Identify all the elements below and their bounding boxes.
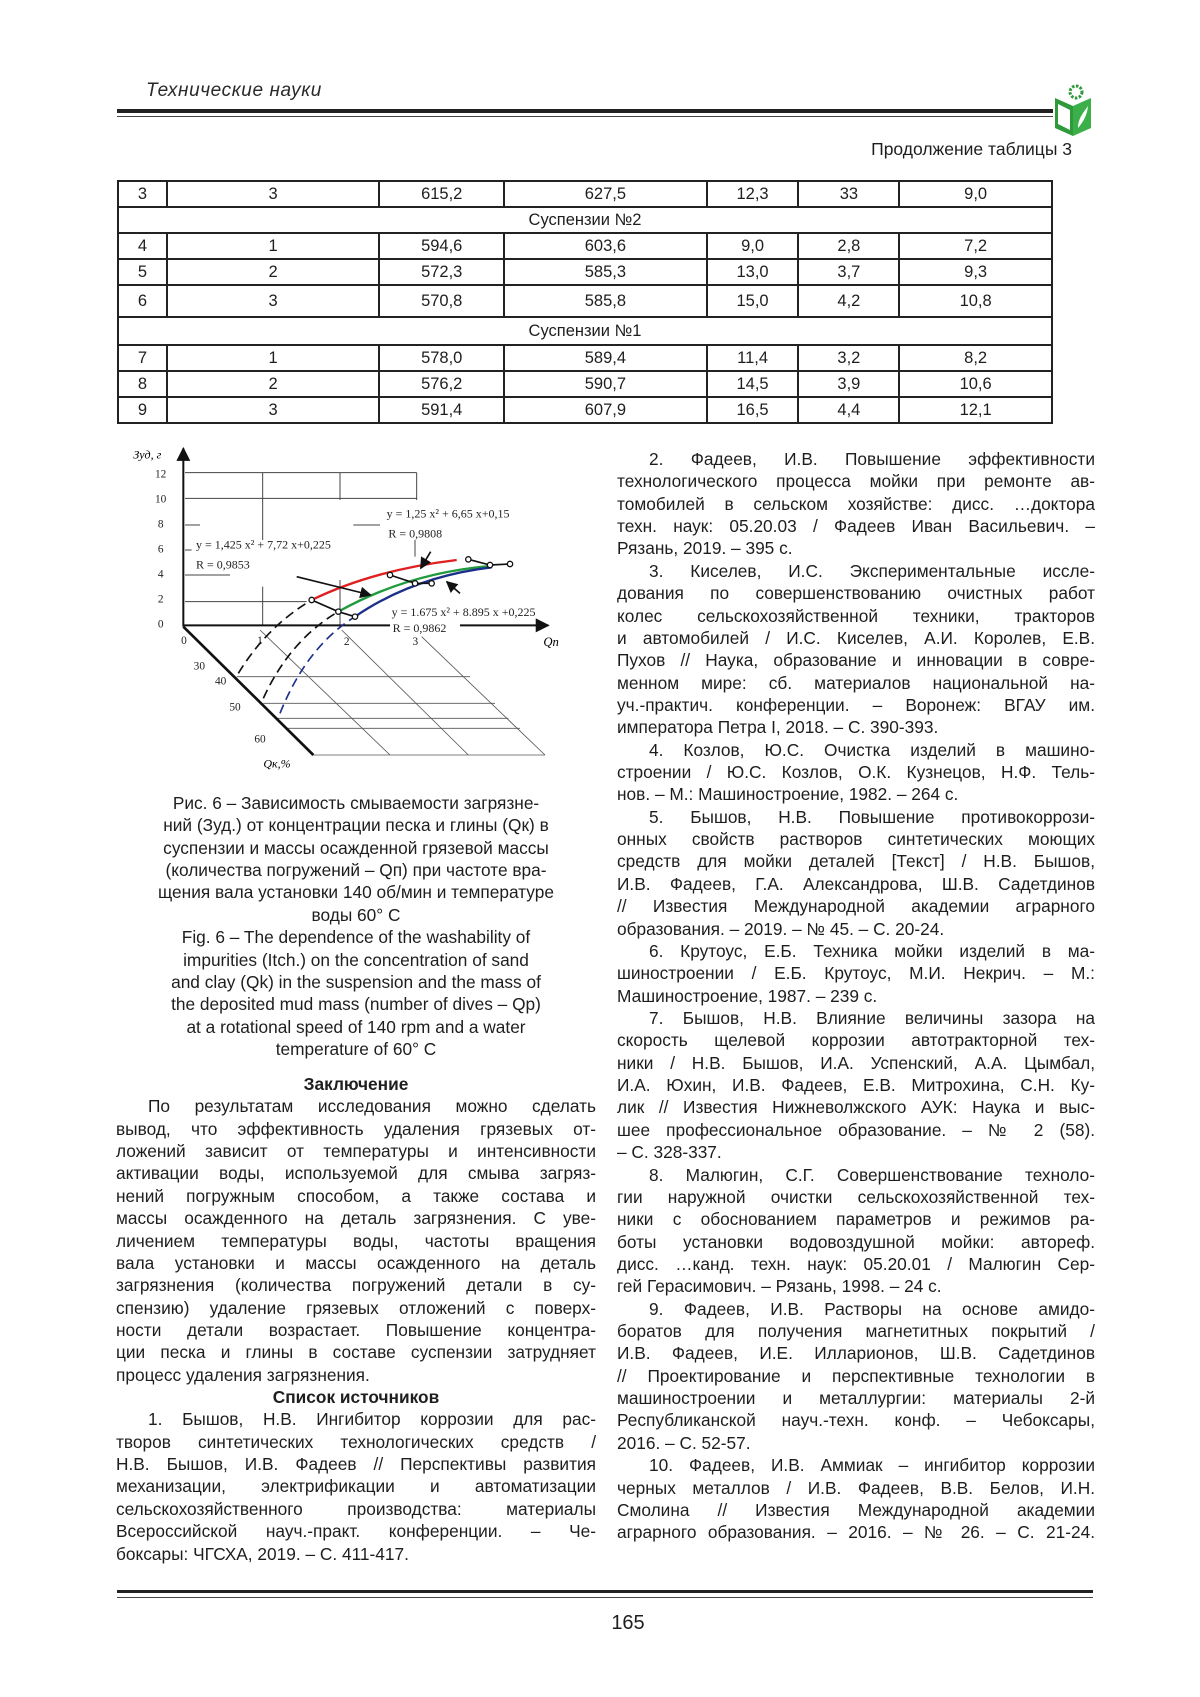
table-caption: Продолжение таблицы 3: [871, 139, 1072, 160]
table-cell: 3: [118, 181, 167, 207]
reference-line: 8. Малюгин, С.Г. Совершенствование техноло-: [617, 1164, 1095, 1186]
table-cell: 1: [167, 233, 379, 259]
reference-line: механизации, электрификации и автоматизации: [116, 1475, 596, 1497]
reference-line: 2016. – С. 52-57.: [617, 1432, 1095, 1454]
reference-line: Рязань, 2019. – 395 с.: [617, 537, 1095, 559]
table-cell: 1: [167, 345, 379, 371]
data-point: [336, 609, 341, 614]
paragraph-line: вала установки и массы осажденного на деталь: [116, 1252, 596, 1274]
reference-line: уч.-практич. конференции. – Воронеж: ВГАУ им.: [617, 694, 1095, 716]
caption-line: (количества погружений – Qп) при частоте вра-: [116, 859, 596, 881]
table-row: [118, 345, 1052, 371]
table-cell: 627,5: [504, 181, 707, 207]
table-cell: 2,8: [798, 233, 899, 259]
table-cell: 9: [118, 397, 167, 423]
y-axis-label: Зуд, г: [133, 447, 161, 461]
table-cell: 4: [118, 233, 167, 259]
annotation-arrow: [297, 577, 371, 595]
table-cell: 8: [118, 371, 167, 397]
x-tick-label: 0: [181, 635, 187, 647]
r-label: R = 0,9853: [196, 557, 250, 571]
reference-line: 1. Бышов, Н.В. Ингибитор коррозии для рас-: [116, 1408, 596, 1430]
paragraph-line: ности детали возрастает. Повышение концентра-: [116, 1319, 596, 1341]
annotation-arrow: [447, 582, 460, 594]
reference-line: колес сельскохозяйственной техники, тракторов: [617, 605, 1095, 627]
r-label: R = 0,9808: [388, 526, 442, 540]
table-cell: 10,6: [899, 371, 1052, 397]
x-axis-label: Qп: [543, 635, 558, 649]
table-cell: 2: [167, 371, 379, 397]
paragraph-line: массы осажденного на деталь загрязнения. С уве-: [116, 1207, 596, 1229]
reference-line: техн. наук: 05.20.03 / Фадеев Иван Васильевич. –: [617, 515, 1095, 537]
table-cell: 3,7: [798, 259, 899, 285]
x-tick-label: 3: [412, 636, 418, 648]
reference-line: онных свойств растворов синтетических моющих: [617, 828, 1095, 850]
right-column-references: [617, 448, 1095, 1544]
y-tick-label: 4: [158, 568, 164, 580]
paragraph-line: процесс удаления загрязнения.: [116, 1364, 596, 1386]
table-cell: 603,6: [504, 233, 707, 259]
book-gear-leaf-logo-icon: [1052, 84, 1094, 138]
paragraph-line: ложений зависит от температуры и интенсивности: [116, 1140, 596, 1162]
reference-line: гей Герасимович. – Рязань, 1998. – 24 с.: [617, 1275, 1095, 1297]
reference-line: сельскохозяйственного производства: материалы: [116, 1498, 596, 1520]
caption-line: at a rotational speed of 140 rpm and a water: [116, 1016, 596, 1038]
paragraph-line: ции песка и глины в составе суспензии затрудняет: [116, 1341, 596, 1363]
data-point: [309, 597, 314, 602]
table-cell: 3,2: [798, 345, 899, 371]
table-cell: 16,5: [707, 397, 799, 423]
reference-line: Смолина // Известия Международной академии: [617, 1499, 1095, 1521]
caption-line: the deposited mud mass (number of dives – Qp): [116, 993, 596, 1015]
reference-line: и автомобилей / И.С. Киселев, А.И. Королев, Е.В.: [617, 627, 1095, 649]
table-cell: 4,2: [798, 285, 899, 317]
paragraph-line: загрязнения (количества погружений детали в су-: [116, 1274, 596, 1296]
table-cell: 6: [118, 285, 167, 317]
reference-line: творов синтетических технологических средств /: [116, 1431, 596, 1453]
reference-line: // Проектирование и перспективные технологии в: [617, 1365, 1095, 1387]
table-cell: 578,0: [379, 345, 504, 371]
reference-line: машиностроении и металлургии: материалы 2-й: [617, 1387, 1095, 1409]
reference-line: образования. – 2019. – № 45. – С. 20-24.: [617, 918, 1095, 940]
table-cell: 14,5: [707, 371, 799, 397]
conclusion-heading: Заключение: [116, 1073, 596, 1095]
table-cell: 615,2: [379, 181, 504, 207]
table-row: [118, 371, 1052, 397]
figure-caption: [116, 792, 596, 1060]
table-cell: 9,3: [899, 259, 1052, 285]
table-row: [118, 259, 1052, 285]
reference-line: шиностроении / Е.Б. Крутоус, М.И. Некрич. – М.:: [617, 962, 1095, 984]
table-cell: 7,2: [899, 233, 1052, 259]
table-row: [118, 181, 1052, 207]
paragraph-line: вывод, что эффективность удаления грязевых от-: [116, 1118, 596, 1140]
reference-line: менном мире: сб. материалов национальной на-: [617, 672, 1095, 694]
reference-line: боксары: ЧГСХА, 2019. – С. 411-417.: [116, 1543, 596, 1565]
data-point: [387, 572, 392, 577]
paragraph-line: нений погружным способом, а также состава и: [116, 1185, 596, 1207]
data-point: [352, 614, 357, 619]
table-cell: 589,4: [504, 345, 707, 371]
table-cell: 13,0: [707, 259, 799, 285]
table-section-row: [118, 317, 1052, 345]
reference-line: черных металлов / И.В. Фадеев, В.В. Белов, И.Н.: [617, 1477, 1095, 1499]
table-cell: 4,4: [798, 397, 899, 423]
extrapolation-dashed-curve: [280, 617, 355, 714]
reference-line: 2. Фадеев, И.В. Повышение эффективности: [617, 448, 1095, 470]
y-tick-label: 8: [158, 518, 164, 530]
y-tick-label: 0: [158, 618, 164, 630]
reference-line: И.В. Фадеев, И.Е. Илларионов, Ш.В. Садетдинов: [617, 1342, 1095, 1364]
annotation-arrow: [421, 552, 431, 569]
table-section-row: [118, 207, 1052, 233]
table-cell: 15,0: [707, 285, 799, 317]
caption-line: щения вала установки 140 об/мин и температуре: [116, 881, 596, 903]
data-point: [429, 581, 434, 586]
reference-line: томобилей в сельском хозяйстве: дисс. …доктора: [617, 493, 1095, 515]
table-cell: 585,3: [504, 259, 707, 285]
section-title: Суспензии №1: [118, 317, 1052, 345]
reference-line: боты установки водовоздушной мойки: автореф.: [617, 1231, 1095, 1253]
equation-label: y = 1,25 x² + 6,65 x+0,15: [387, 506, 510, 520]
header-rule: [117, 109, 1053, 117]
reference-line: нов. – М.: Машиностроение, 1982. – 264 с.: [617, 783, 1095, 805]
table-cell: 7: [118, 345, 167, 371]
reference-line: 9. Фадеев, И.В. Растворы на основе амидо-: [617, 1298, 1095, 1320]
reference-line: Машиностроение, 1987. – 239 с.: [617, 985, 1095, 1007]
table-cell: 9,0: [899, 181, 1052, 207]
z-tick-label: 30: [194, 660, 206, 672]
z-tick-label: 40: [215, 675, 227, 687]
data-point: [507, 561, 512, 566]
table-cell: 3,9: [798, 371, 899, 397]
table-cell: 590,7: [504, 371, 707, 397]
paragraph-line: спензию) удаление грязевых отложений с поверх-: [116, 1297, 596, 1319]
z-tick-label: 60: [254, 734, 266, 746]
reference-line: дования по совершенствованию очистных работ: [617, 582, 1095, 604]
table-cell: 576,2: [379, 371, 504, 397]
caption-line: Fig. 6 – The dependence of the washability of: [116, 926, 596, 948]
reference-line: аграрного образования. – 2016. – № 26. – С. 21-24.: [617, 1521, 1095, 1543]
reference-line: 10. Фадеев, И.В. Аммиак – ингибитор коррозии: [617, 1454, 1095, 1476]
reference-line: технологического процесса мойки при ремонте ав-: [617, 470, 1095, 492]
equation-label: y = 1.675 x² + 8.895 x +0,225: [392, 605, 536, 619]
table-row: [118, 397, 1052, 423]
data-table: [117, 180, 1053, 424]
data-point: [412, 581, 417, 586]
x-tick-label: 1: [257, 635, 263, 647]
reference-line: 6. Крутоус, Е.Б. Техника мойки изделий в ма-: [617, 940, 1095, 962]
reference-line: И.В. Фадеев, Г.А. Александрова, Ш.В. Садетдинов: [617, 873, 1095, 895]
reference-line: 5. Бышов, Н.В. Повышение противокоррози-: [617, 806, 1095, 828]
table-cell: 5: [118, 259, 167, 285]
y-tick-label: 12: [155, 468, 167, 480]
z-axis: [183, 627, 313, 755]
footer-rule: [117, 1590, 1093, 1598]
table-cell: 12,3: [707, 181, 799, 207]
extrapolation-dashed-curve: [238, 600, 311, 673]
page-number: 165: [0, 1612, 1200, 1635]
x-tick-label: 2: [344, 636, 350, 648]
table-cell: 594,6: [379, 233, 504, 259]
table-cell: 11,4: [707, 345, 799, 371]
data-point: [466, 557, 471, 562]
paragraph-line: По результатам исследования можно сделать: [116, 1095, 596, 1117]
paragraph-line: активации воды, используемой для смыва загряз-: [116, 1162, 596, 1184]
table-cell: 10,8: [899, 285, 1052, 317]
z-tick-label: 50: [229, 702, 241, 714]
table-cell: 591,4: [379, 397, 504, 423]
reference-line: 4. Козлов, Ю.С. Очистка изделий в машино-: [617, 739, 1095, 761]
caption-line: ний (Зуд.) от концентрации песка и глины (Qк) в: [116, 814, 596, 836]
table-cell: 33: [798, 181, 899, 207]
figure-6-chart: [120, 440, 600, 780]
reference-line: 3. Киселев, И.С. Экспериментальные иссле-: [617, 560, 1095, 582]
caption-line: суспензии и массы осажденной грязевой массы: [116, 837, 596, 859]
table-cell: 3: [167, 181, 379, 207]
reference-line: лик // Известия Нижневолжского АУК: Наука и выс-: [617, 1096, 1095, 1118]
reference-line: строении / Ю.С. Козлов, О.К. Кузнецов, Н.Ф. Тель-: [617, 761, 1095, 783]
left-column-text: [116, 1073, 596, 1565]
reference-line: ники / Н.В. Бышов, И.А. Успенский, А.А. Цымбал,: [617, 1052, 1095, 1074]
section-title: Суспензии №2: [118, 207, 1052, 233]
table-row: [118, 233, 1052, 259]
reference-line: – С. 328-337.: [617, 1141, 1095, 1163]
table-cell: 8,2: [899, 345, 1052, 371]
table-cell: 9,0: [707, 233, 799, 259]
reference-line: ники с обоснованием параметров и режимов ра-: [617, 1208, 1095, 1230]
caption-line: temperature of 60° C: [116, 1038, 596, 1060]
reference-line: императора Петра I, 2018. – С. 390-393.: [617, 716, 1095, 738]
reference-line: дисс. …канд. техн. наук: 05.20.01 / Малюгин Сер-: [617, 1253, 1095, 1275]
y-tick-label: 6: [158, 543, 164, 555]
references-heading: Список источников: [116, 1386, 596, 1408]
journal-section-title: Технические науки: [146, 80, 322, 102]
caption-line: and clay (Qk) in the suspension and the mass of: [116, 971, 596, 993]
table-cell: 607,9: [504, 397, 707, 423]
reference-line: Пухов // Наука, образование и инновации в совре-: [617, 649, 1095, 671]
floor-grid: [237, 630, 545, 755]
table-cell: 3: [167, 397, 379, 423]
y-tick-label: 10: [155, 493, 167, 505]
reference-line: // Известия Международной академии аграрного: [617, 895, 1095, 917]
table-cell: 570,8: [379, 285, 504, 317]
table-cell: 572,3: [379, 259, 504, 285]
paragraph-line: личением температуры воды, частоты вращения: [116, 1230, 596, 1252]
reference-line: гии наружной очистки сельскохозяйственной тех-: [617, 1186, 1095, 1208]
table-cell: 2: [167, 259, 379, 285]
reference-line: шее профессиональное образование. – № 2 (58).: [617, 1119, 1095, 1141]
table-cell: 585,8: [504, 285, 707, 317]
table-cell: 12,1: [899, 397, 1052, 423]
table-cell: 3: [167, 285, 379, 317]
caption-line: impurities (Itch.) on the concentration of sand: [116, 949, 596, 971]
table-row: [118, 285, 1052, 317]
caption-line: воды 60° С: [116, 904, 596, 926]
reference-line: Всероссийской науч.-практ. конференции. – Че-: [116, 1520, 596, 1542]
reference-line: боратов для получения магнетитных покрытий /: [617, 1320, 1095, 1342]
data-point: [487, 562, 492, 567]
y-tick-label: 2: [158, 593, 164, 605]
z-axis-label: Qк,%: [263, 756, 290, 770]
reference-line: 7. Бышов, Н.В. Влияние величины зазора на: [617, 1007, 1095, 1029]
reference-line: скорость щелевой коррозии автотракторной тех-: [617, 1029, 1095, 1051]
reference-line: средств для мойки деталей [Текст] / Н.В. Бышов,: [617, 850, 1095, 872]
equation-label: y = 1,425 x² + 7,72 x+0,225: [196, 537, 331, 551]
reference-line: Н.В. Бышов, И.В. Фадеев // Перспективы развития: [116, 1453, 596, 1475]
reference-line: Республиканской науч.-техн. конф. – Чебоксары,: [617, 1409, 1095, 1431]
caption-line: Рис. 6 – Зависимость смываемости загрязне-: [116, 792, 596, 814]
reference-line: И.А. Юхин, И.В. Фадеев, Е.В. Митрохина, С.Н. Ку-: [617, 1074, 1095, 1096]
r-label: R = 0,9862: [393, 621, 447, 635]
